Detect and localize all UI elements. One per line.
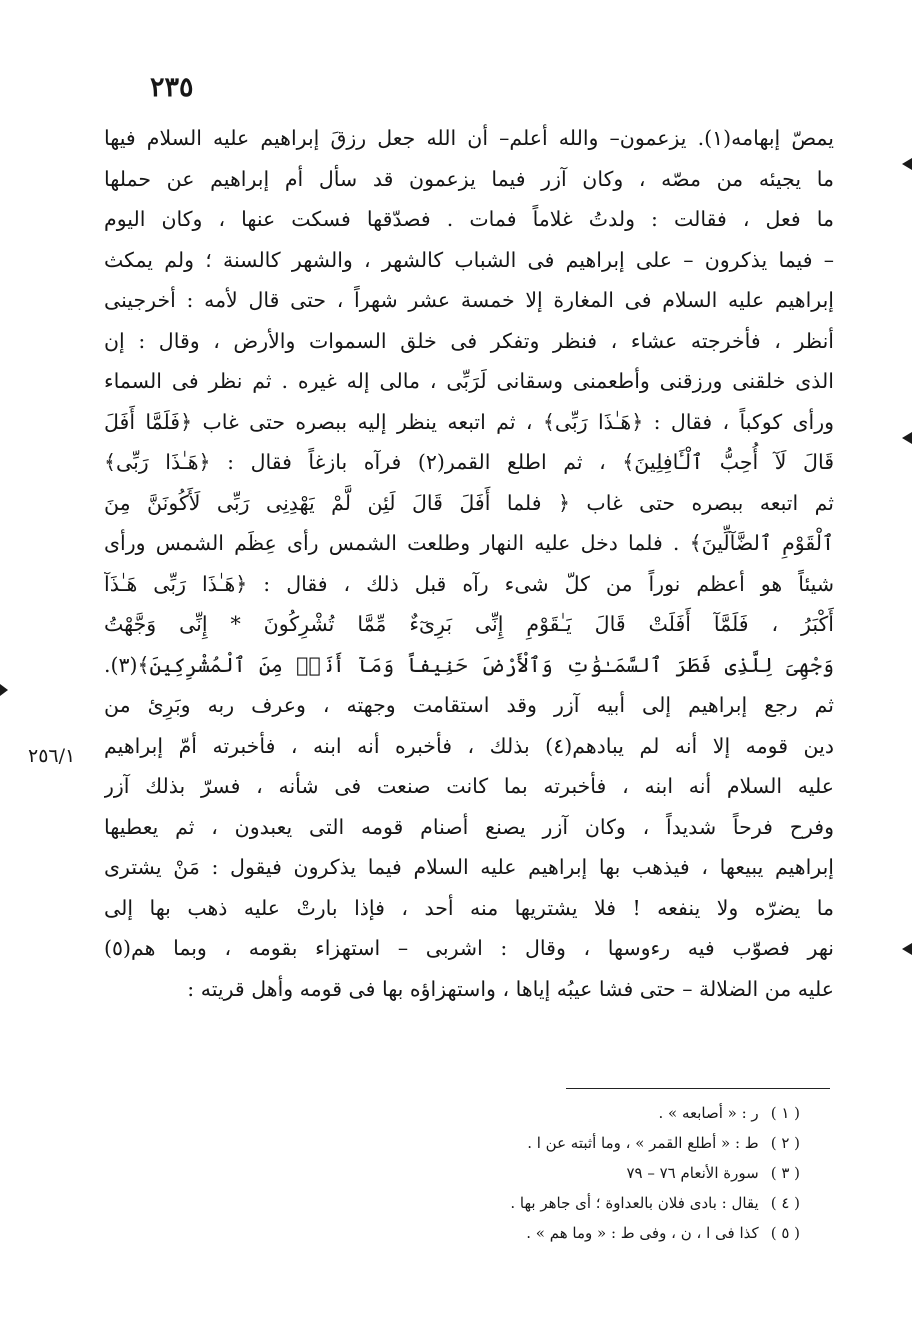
- text-line: ثم اتبعه ببصره حتى غاب ﴿ فلما أَفَلَ قَالَ لَئِن لَّمْ يَهْدِنِى رَبِّى لَأَكُونَنَّ مِنَ: [104, 490, 834, 515]
- binding-mark: [902, 158, 912, 170]
- text-line: ما فعل ، فقالت : ولدتُ غلاماً فمات . فصدّقها فسكت عنها ، وكان اليوم: [104, 207, 834, 231]
- text-line: دين قومه إلا أنه لم يبادهم(٤) بذلك ، فأخبره أنه ابنه ، فأخبرته أمّ إبراهيم: [104, 733, 834, 758]
- margin-reference: ٢٥٦/١: [28, 745, 76, 767]
- text-line: أنظر ، فأخرجته عشاء ، فنظر وتفكر فى خلق السموات والأرض ، وقال : إن: [104, 328, 834, 353]
- footnote-text: يقال : بادى فلان بالعداوة ؛ أى جاهر بها .: [510, 1194, 759, 1212]
- text-line: ما يضرّه ولا ينفعه ! فلا يشتريها منه أحد ، فإذا بارتْ عليه ذهب بها إلى: [104, 895, 834, 920]
- footnote-number: ( ٤ ): [770, 1194, 800, 1212]
- footnote: [300, 1188, 800, 1218]
- text-line: نهر فصوّب فيه رءوسها ، وقال : اشربى – استهزاء بقومه ، وبما هم(٥): [104, 936, 834, 960]
- text-line: وفرح فرحاً شديداً ، وكان آزر يصنع أصنام قومه التى يعبدون ، ثم يعطيها: [104, 814, 834, 839]
- text-line: إبراهيم يبيعها ، فيذهب بها إبراهيم عليه السلام فيما يذكرون فيقول : مَنْ يشترى: [104, 855, 834, 879]
- text-line: ما يجيئه من مصّه ، وكان آزر فيما يزعمون قد سأل أم إبراهيم عن حملها: [104, 166, 834, 191]
- binding-mark: [0, 684, 8, 696]
- text-line: عليه السلام أنه ابنه ، فأخبرته بما كانت صنعت فى شأنه ، فسرّ بذلك آزر: [104, 774, 834, 798]
- footnote: [300, 1218, 800, 1248]
- footnote-number: ( ٥ ): [770, 1224, 800, 1242]
- footnote-number: ( ٣ ): [770, 1164, 800, 1182]
- footnote-text: ر : « أصابعه » .: [658, 1104, 759, 1122]
- text-line: ثم رجع إبراهيم إلى أبيه آزر وقد استقامت وجهته ، وعرف ربه وبَرِئ من: [104, 693, 834, 717]
- text-line: قَالَ لَآ أُحِبُّ ٱلْـَٔافِلِينَ﴾ ، ثم اطلع القمر(٢) فرآه بازغاً فقال : ﴿هَـٰذَا رَبِّى﴾: [104, 450, 834, 474]
- footnote-divider: [566, 1088, 830, 1089]
- footnote-text: ط : « أطلع القمر » ، وما أثبته عن ا .: [527, 1134, 759, 1152]
- text-line: يمصّ إبهامه(١). يزعمون– والله أعلم– أن الله جعل رزقَ إبراهيم عليه السلام فيها: [104, 126, 834, 150]
- footnote-text: كذا فى ا ، ن ، وفى ط : « وما هم » .: [526, 1224, 759, 1242]
- binding-mark: [902, 943, 912, 955]
- page-number: ٢٣٥: [150, 72, 194, 103]
- text-line: أَكْبَرُ ، فَلَمَّآ أَفَلَتْ قَالَ يَـٰقَوْمِ إِنِّى بَرِىٓءٌ مِّمَّا تُشْرِكُونَ * إِنِّى وَجَّهْتُ: [104, 612, 834, 636]
- text-line: شيئاً هو أعظم نوراً من كلّ شىء رآه قبل ذلك ، فقال : ﴿هَـٰذَا رَبِّى هَـٰذَآ: [104, 571, 834, 596]
- body-text: [104, 118, 834, 1009]
- text-line: وَجْهِىَ لِلَّذِى فَطَرَ ٱلسَّمَـٰوَٰتِ وَٱلْأَرْضَ حَنِيفاً وَمَآ أَنَا۠ مِنَ ٱلْمُشْرِكِينَ﴾(٣).: [104, 652, 834, 677]
- text-line: عليه من الضلالة – حتى فشا عيبُه إياها ، واستهزاؤه بها فى قومه وأهل قريته :: [187, 976, 834, 1001]
- text-line: إبراهيم عليه السلام فى المغارة إلا خمسة عشر شهراً ، حتى قال لأمه : أخرجينى: [104, 288, 834, 312]
- footnote-number: ( ١ ): [770, 1104, 800, 1122]
- footnote: [300, 1158, 800, 1188]
- footnote-text: سورة الأنعام ٧٦ – ٧٩: [626, 1164, 759, 1182]
- footnote-number: ( ٢ ): [770, 1134, 800, 1152]
- text-line: ورأى كوكباً ، فقال : ﴿هَـٰذَا رَبِّى﴾ ، ثم اتبعه ينظر إليه ببصره حتى غاب ﴿فَلَمَّا أَفَلَ: [104, 409, 834, 434]
- footnote: [300, 1098, 800, 1128]
- footnotes: [300, 1098, 800, 1248]
- text-line: ٱلْقَوْمِ ٱلضَّآلِّينَ﴾ . فلما دخل عليه النهار وطلعت الشمس رأى عِظَم الشمس ورأى: [104, 531, 834, 555]
- binding-mark: [902, 432, 912, 444]
- text-line: الذى خلقنى ورزقنى وأطعمنى وسقانى لَرَبِّى ، مالى إله غيره . ثم نظر فى السماء: [104, 369, 834, 393]
- footnote: [300, 1128, 800, 1158]
- text-line: – فيما يذكرون – على إبراهيم فى الشباب كالشهر ، والشهر كالسنة ؛ ولم يمكث: [104, 247, 834, 272]
